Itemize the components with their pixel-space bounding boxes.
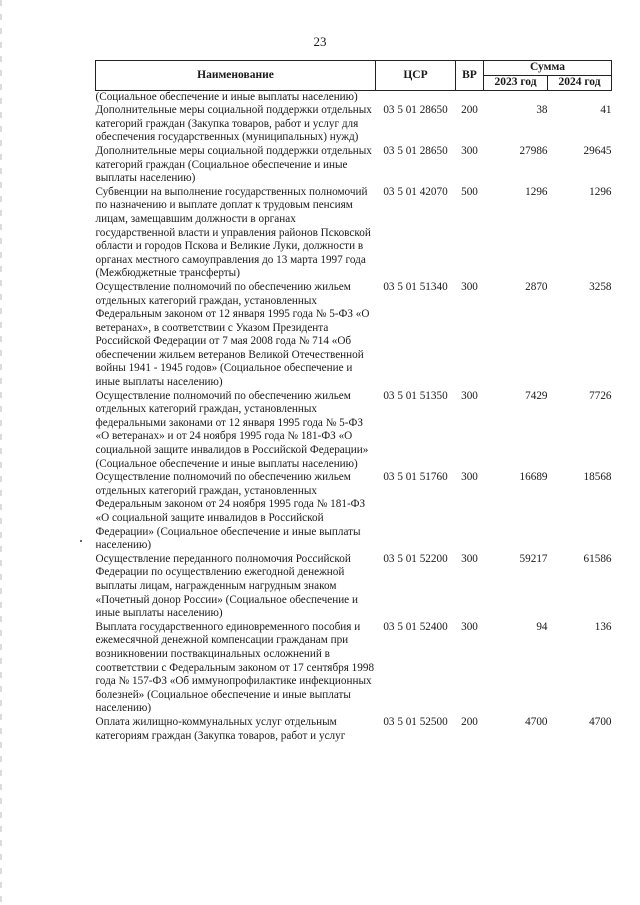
cell-vr: 300: [461, 552, 478, 565]
cell-csr: 03 5 01 28650: [383, 144, 448, 157]
cell-2024: 1296: [589, 185, 612, 198]
table-row: [96, 186, 612, 281]
cell-vr: 300: [461, 620, 478, 633]
cell-vr: 300: [461, 471, 478, 484]
table-body: [96, 90, 612, 743]
cell-name: Осуществление полномочий по обеспечению жильем отдельных категорий граждан, установленных Федеральным законом от 24 ноября 1995 года № 181-ФЗ «О социальной защите инвалидов в Российской Федерации» (Социальное обеспечение и иные выплаты населению): [95, 471, 366, 552]
table-row: [96, 553, 612, 621]
cell-csr: 03 5 01 28650: [383, 104, 448, 117]
cell-2024: 29645: [583, 144, 612, 157]
cell-2023: 27986: [519, 144, 548, 157]
budget-table: [95, 60, 612, 743]
header-year-2024: 2024 год: [548, 75, 612, 90]
cell-csr: 03 5 01 51760: [383, 471, 448, 484]
cell-2023: 4700: [525, 715, 548, 728]
table-row: [96, 621, 612, 716]
table-row: [96, 145, 612, 186]
table-row: [96, 281, 612, 390]
cell-2024: 4700: [589, 715, 612, 728]
page-number: 23: [313, 34, 327, 49]
table-row: [96, 471, 612, 553]
table-row: [96, 390, 612, 472]
cell-vr: 300: [461, 280, 478, 293]
cell-csr: [376, 90, 456, 104]
cell-name: Осуществление полномочий по обеспечению жильем отдельных категорий граждан, установленных федеральными законами от 12 января 1995 года № 5-ФЗ «О ветеранах» и от 24 ноября 1995 года № 181-ФЗ «О социальной защите инвалидов в Российской Федерации» (Социальное обеспечение и иные выплаты населению): [95, 389, 369, 470]
cell-2024: 136: [594, 620, 612, 633]
scan-speck: [80, 540, 82, 542]
cell-2024: 18568: [583, 471, 612, 484]
cell-2023: 94: [536, 620, 548, 633]
cell-name: Выплата государственного единовременного пособия и ежемесячной денежной компенсации гражданам при возникновении поствакцинальных осложнений в соответствии с Федеральным законом от 17 сентября 1998 года № 157-ФЗ «Об иммунопрофилактике инфекционных болезней» (Социальное обеспечение и иные выплаты населению): [95, 620, 375, 715]
cell-csr: 03 5 01 52500: [383, 715, 448, 728]
table-row: [96, 104, 612, 145]
cell-name: Оплата жилищно-коммунальных услуг отдельным категориям граждан (Закупка товаров, работ и услуг: [95, 715, 346, 742]
scan-edge-artifact: [0, 0, 2, 905]
header-sum: Сумма: [484, 61, 612, 76]
header-year-2023: 2023 год: [484, 75, 548, 90]
cell-vr: 200: [461, 104, 478, 117]
cell-name: Осуществление переданного полномочия Российской Федерации по осуществлению ежегодной денежной выплаты лицам, награжденным нагрудным знаком «Почетный донор России» (Социальное обеспечение и иные выплаты населению): [95, 552, 358, 620]
table-row: [96, 716, 612, 743]
cell-vr: 200: [461, 715, 478, 728]
cell-csr: 03 5 01 51350: [383, 389, 448, 402]
cell-2023: 59217: [519, 552, 548, 565]
cell-name: Дополнительные меры социальной поддержки отдельных категорий граждан (Закупка товаров, работ и услуг для обеспечения государственных (муниципальных) нужд): [95, 104, 372, 144]
cell-2023: 7429: [525, 389, 548, 402]
cell-name: Осуществление полномочий по обеспечению жильем отдельных категорий граждан, установленных Федеральным законом от 12 января 1995 года № 5-ФЗ «О ветеранах», в соответствии с Указом Президента Российской Федерации от 7 мая 2008 года № 714 «Об обеспечении жильем ветеранов Великой Отечественной войны 1941 - 1945 годов» (Социальное обеспечение и иные выплаты населению): [95, 280, 370, 389]
cell-csr: 03 5 01 42070: [383, 185, 448, 198]
table-row: [96, 90, 612, 104]
cell-csr: 03 5 01 52200: [383, 552, 448, 565]
header-csr: ЦСР: [376, 61, 456, 91]
header-vr: ВР: [456, 61, 484, 91]
table-header: [96, 61, 612, 91]
cell-2024: 41: [600, 104, 612, 117]
cell-vr: 500: [461, 185, 478, 198]
cell-vr: 300: [461, 144, 478, 157]
cell-2023: 38: [536, 104, 548, 117]
cell-csr: 03 5 01 51340: [383, 280, 448, 293]
cell-2023: [484, 90, 548, 104]
cell-name: Дополнительные меры социальной поддержки отдельных категорий граждан (Социальное обеспечение и иные выплаты населению): [95, 144, 372, 185]
cell-2023: 16689: [519, 471, 548, 484]
cell-2024: [548, 90, 612, 104]
cell-vr: 300: [461, 389, 478, 402]
cell-name: Субвенции на выполнение государственных полномочий по назначению и выплате доплат к трудовым пенсиям лицам, замещавшим должности в органах государственной власти и управления районов Псковской области и городов Пскова и Великие Луки, должности в органах местного самоуправления до 13 марта 1997 года (Межбюджетные трансферты): [95, 185, 371, 280]
cell-2024: 7726: [589, 389, 612, 402]
cell-csr: 03 5 01 52400: [383, 620, 448, 633]
cell-vr: [456, 90, 484, 104]
header-name: Наименование: [96, 61, 376, 91]
cell-name: (Социальное обеспечение и иные выплаты населению): [95, 90, 358, 103]
cell-2023: 1296: [525, 185, 548, 198]
cell-2023: 2870: [525, 280, 548, 293]
cell-2024: 3258: [589, 280, 612, 293]
cell-2024: 61586: [583, 552, 612, 565]
